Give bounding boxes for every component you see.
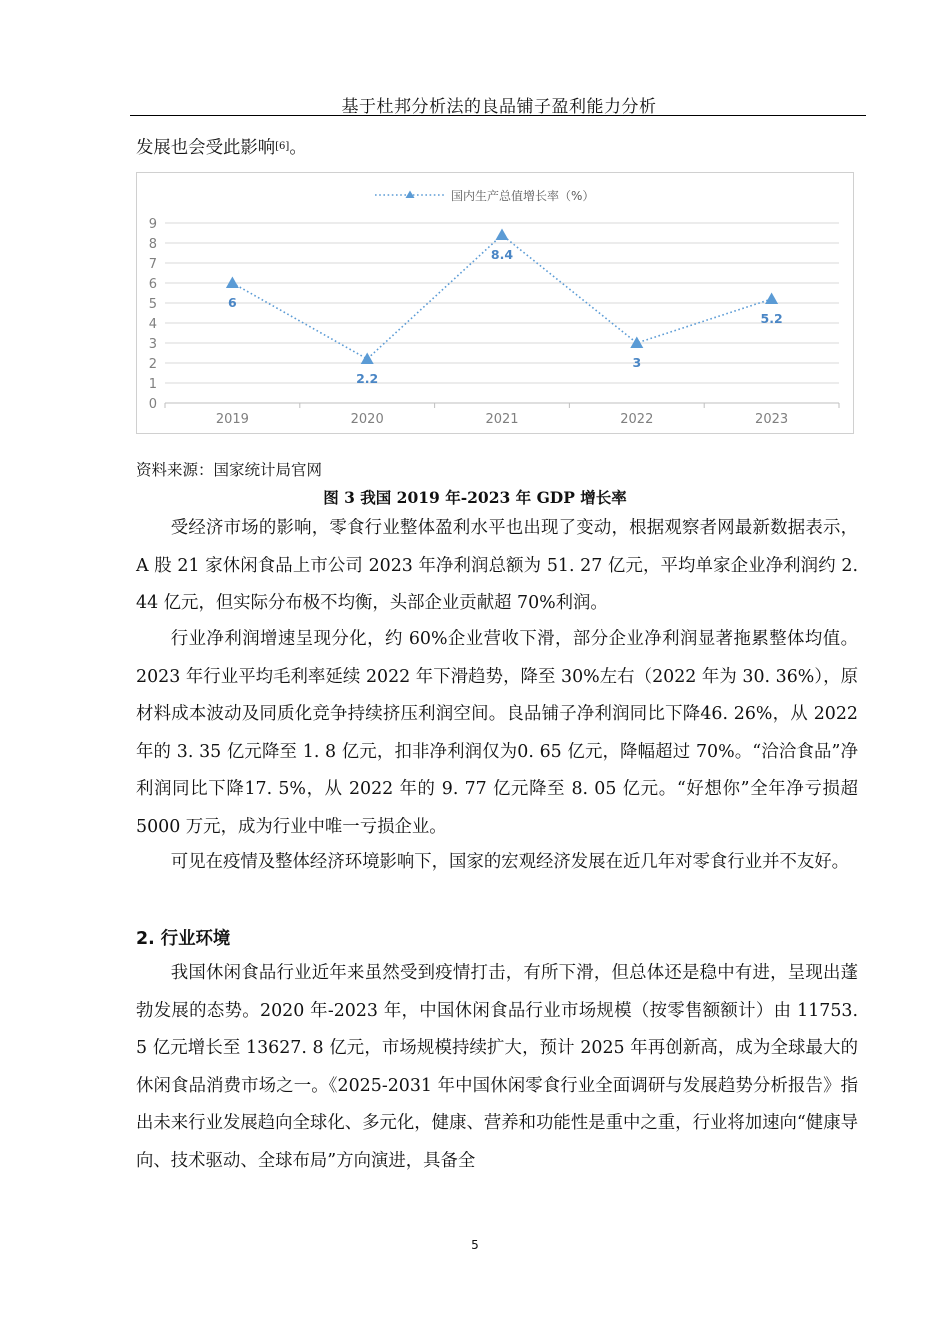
figure-source: 资料来源：国家统计局官网	[136, 461, 323, 479]
paragraph-2: 行业净利润增速呈现分化，约 60%企业营收下滑，部分企业净利润显著拖累整体均值。2023 年行业平均毛利率延续 2022 年下滑趋势，降至 30%左右（2022 年为 30. 36%），原材料成本波动及同质化竞争持续挤压利润空间。良品铺子净利润同比下降46. 26%，从 2022 年的 3. 35 亿元降至 1. 8 亿元，扣非净利润仅为0. 65 亿元，降幅超过 70%。“洽洽食品”净利润同比下降17. 5%，从 2022 年的 9. 77 亿元降至 8. 05 亿元。“好想你”全年净亏损超 5000 万元，成为行业中唯一亏损企业。	[136, 629, 858, 837]
citation-ref: [6]	[275, 141, 290, 152]
y-tick-label: 0	[148, 397, 157, 412]
intro-text: 发展也会受此影响	[136, 138, 276, 158]
data-label: 5.2	[760, 311, 783, 326]
intro-end: 。	[289, 138, 307, 158]
gdp-chart-svg	[137, 173, 853, 433]
paragraph-4: 我国休闲食品行业近年来虽然受到疫情打击，有所下滑，但总体还是稳中有进，呈现出蓬勃发展的态势。2020 年-2023 年，中国休闲食品行业市场规模（按零售额额计）由 11753. 5 亿元增长至 13627. 8 亿元，市场规模持续扩大，预计 2025 年再创新高，成为全球最大的休闲食品消费市场之一。《2025-2031 年中国休闲零食行业全面调研与发展趋势分析报告》指出未来行业发展趋向全球化、多元化，健康、营养和功能性是重中之重，行业将加速向“健康导向、技术驱动、全球布局”方向演进，具备全	[136, 963, 858, 1171]
x-tick-label: 2023	[755, 412, 789, 427]
data-point-marker	[361, 353, 374, 365]
x-tick-label: 2019	[215, 412, 249, 427]
chart-legend	[375, 188, 594, 203]
paragraph-3: 可见在疫情及整体经济环境影响下，国家的宏观经济发展在近几年对零食行业并不友好。	[170, 852, 850, 872]
data-point-marker	[765, 293, 778, 305]
chart-series	[226, 229, 783, 387]
data-label: 8.4	[490, 247, 514, 262]
section-heading: 2. 行业环境	[136, 929, 231, 949]
y-tick-label: 5	[148, 297, 157, 312]
x-axis-ticks	[165, 403, 839, 427]
x-tick-label: 2022	[620, 412, 654, 427]
data-label: 3	[632, 355, 642, 370]
data-point-marker	[630, 337, 643, 349]
legend-label: 国内生产总值增长率（%）	[451, 189, 595, 203]
header-rule	[130, 115, 866, 116]
page-number: 5	[471, 1238, 479, 1252]
y-tick-label: 9	[148, 217, 157, 232]
paragraph-1: 受经济市场的影响，零食行业整体盈利水平也出现了变动，根据观察者网最新数据表示，A 股 21 家休闲食品上市公司 2023 年净利润总额为 51. 27 亿元，平均单家企业净利润约 2. 44 亿元，但实际分布极不均衡，头部企业贡献超 70%利润。	[136, 518, 858, 613]
x-tick-label: 2021	[485, 412, 519, 427]
y-tick-label: 7	[148, 257, 157, 272]
data-label: 2.2	[356, 371, 379, 386]
intro-line	[136, 130, 858, 168]
x-tick-label: 2020	[350, 412, 384, 427]
data-point-marker	[226, 277, 239, 289]
gdp-chart	[136, 172, 854, 434]
running-header: 基于杜邦分析法的良品铺子盈利能力分析	[341, 97, 657, 117]
y-tick-label: 8	[148, 237, 157, 252]
y-tick-label: 2	[148, 357, 157, 372]
y-tick-label: 4	[148, 317, 157, 332]
y-axis-ticks	[149, 217, 157, 412]
data-point-marker	[496, 229, 509, 241]
y-tick-label: 1	[148, 377, 157, 392]
y-tick-label: 6	[148, 277, 157, 292]
y-tick-label: 3	[148, 337, 157, 352]
figure-caption: 图 3 我国 2019 年-2023 年 GDP 增长率	[323, 488, 627, 507]
data-label: 6	[228, 295, 237, 310]
